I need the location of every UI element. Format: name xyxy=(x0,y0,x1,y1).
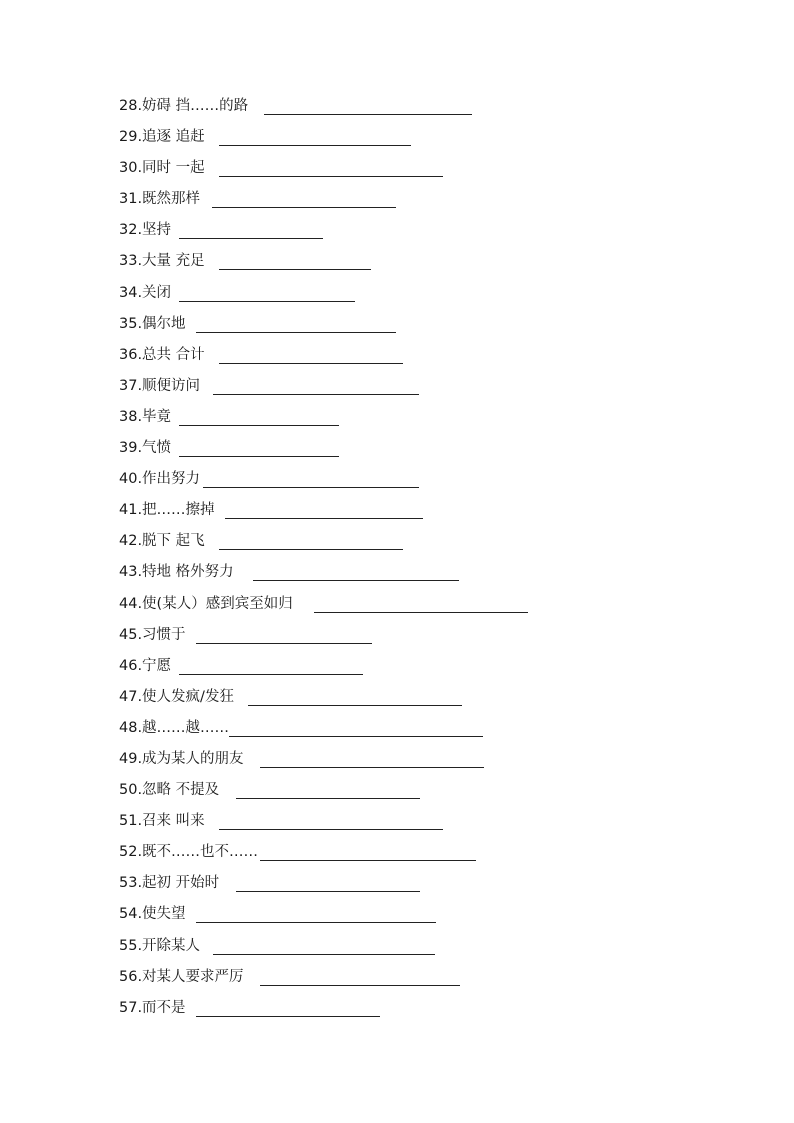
answer-blank-line[interactable] xyxy=(219,549,403,550)
phrase-item xyxy=(119,218,679,249)
phrase-item xyxy=(119,778,679,809)
phrase-label: 37.顺便访问 xyxy=(119,377,201,394)
answer-blank-line[interactable] xyxy=(253,580,459,581)
phrase-label: 50.忽略 不提及 xyxy=(119,782,220,799)
phrase-item xyxy=(119,405,679,436)
phrase-item xyxy=(119,996,679,1027)
phrase-item xyxy=(119,281,679,312)
answer-blank-line[interactable] xyxy=(219,363,403,364)
answer-blank-line[interactable] xyxy=(179,674,363,675)
phrase-item xyxy=(119,871,679,902)
phrase-item xyxy=(119,840,679,871)
phrase-item xyxy=(119,156,679,187)
phrase-label: 38.毕竟 xyxy=(119,408,172,425)
phrase-label: 41.把……擦掉 xyxy=(119,502,215,519)
phrase-label: 30.同时 一起 xyxy=(119,160,205,177)
phrase-item xyxy=(119,623,679,654)
phrase-item xyxy=(119,934,679,965)
answer-blank-line[interactable] xyxy=(196,643,372,644)
phrase-item xyxy=(119,467,679,498)
answer-blank-line[interactable] xyxy=(260,985,460,986)
phrase-item xyxy=(119,747,679,778)
phrase-label: 36.总共 合计 xyxy=(119,346,205,363)
answer-blank-line[interactable] xyxy=(212,207,396,208)
phrase-label: 51.召来 叫来 xyxy=(119,813,205,830)
phrase-label: 42.脱下 起飞 xyxy=(119,533,205,550)
phrase-label: 53.起初 开始时 xyxy=(119,875,220,892)
answer-blank-line[interactable] xyxy=(236,891,420,892)
phrase-item xyxy=(119,529,679,560)
phrase-label: 54.使失望 xyxy=(119,906,186,923)
phrase-item xyxy=(119,685,679,716)
answer-blank-line[interactable] xyxy=(213,394,419,395)
answer-blank-line[interactable] xyxy=(260,767,484,768)
phrase-label: 47.使人发疯/发狂 xyxy=(119,688,234,705)
phrase-item xyxy=(119,809,679,840)
phrase-label: 32.坚持 xyxy=(119,222,172,239)
phrase-item xyxy=(119,498,679,529)
phrase-item xyxy=(119,187,679,218)
phrase-item xyxy=(119,94,679,125)
answer-blank-line[interactable] xyxy=(179,425,339,426)
phrase-label: 28.妨碍 挡……的路 xyxy=(119,98,249,114)
answer-blank-line[interactable] xyxy=(213,954,435,955)
answer-blank-line[interactable] xyxy=(196,922,436,923)
phrase-label: 35.偶尔地 xyxy=(119,315,186,332)
phrase-item xyxy=(119,965,679,996)
answer-blank-line[interactable] xyxy=(219,145,411,146)
phrase-label: 52.既不……也不…… xyxy=(119,844,259,861)
phrase-item xyxy=(119,312,679,343)
phrase-item xyxy=(119,560,679,591)
answer-blank-line[interactable] xyxy=(260,860,476,861)
answer-blank-line[interactable] xyxy=(229,736,483,737)
phrase-item xyxy=(119,592,679,623)
phrase-item xyxy=(119,125,679,156)
answer-blank-line[interactable] xyxy=(179,456,339,457)
phrase-label: 48.越……越…… xyxy=(119,719,230,736)
answer-blank-line[interactable] xyxy=(196,1016,380,1017)
phrase-label: 34.关闭 xyxy=(119,284,172,301)
answer-blank-line[interactable] xyxy=(219,176,443,177)
answer-blank-line[interactable] xyxy=(236,798,420,799)
phrase-label: 33.大量 充足 xyxy=(119,253,205,270)
answer-blank-line[interactable] xyxy=(179,301,355,302)
phrase-label: 46.宁愿 xyxy=(119,657,172,674)
phrase-item xyxy=(119,249,679,280)
answer-blank-line[interactable] xyxy=(225,518,423,519)
phrase-item xyxy=(119,654,679,685)
answer-blank-line[interactable] xyxy=(219,829,443,830)
phrase-list xyxy=(119,94,679,1027)
phrase-label: 43.特地 格外努力 xyxy=(119,564,234,581)
phrase-item xyxy=(119,716,679,747)
phrase-label: 40.作出努力 xyxy=(119,471,201,488)
answer-blank-line[interactable] xyxy=(314,612,528,613)
phrase-label: 55.开除某人 xyxy=(119,937,201,954)
answer-blank-line[interactable] xyxy=(248,705,462,706)
phrase-label: 57.而不是 xyxy=(119,999,186,1016)
phrase-label: 39.气愤 xyxy=(119,440,172,457)
phrase-label: 29.追逐 追赶 xyxy=(119,129,205,146)
phrase-item xyxy=(119,343,679,374)
phrase-item xyxy=(119,436,679,467)
answer-blank-line[interactable] xyxy=(179,238,323,239)
phrase-item xyxy=(119,902,679,933)
answer-blank-line[interactable] xyxy=(196,332,396,333)
phrase-item xyxy=(119,374,679,405)
phrase-label: 56.对某人要求严厉 xyxy=(119,968,244,985)
phrase-label: 49.成为某人的朋友 xyxy=(119,750,244,767)
phrase-label: 45.习惯于 xyxy=(119,626,186,643)
phrase-label: 31.既然那样 xyxy=(119,191,201,208)
answer-blank-line[interactable] xyxy=(264,114,472,115)
answer-blank-line[interactable] xyxy=(219,269,371,270)
answer-blank-line[interactable] xyxy=(203,487,419,488)
phrase-label: 44.使(某人）感到宾至如归 xyxy=(119,595,293,612)
